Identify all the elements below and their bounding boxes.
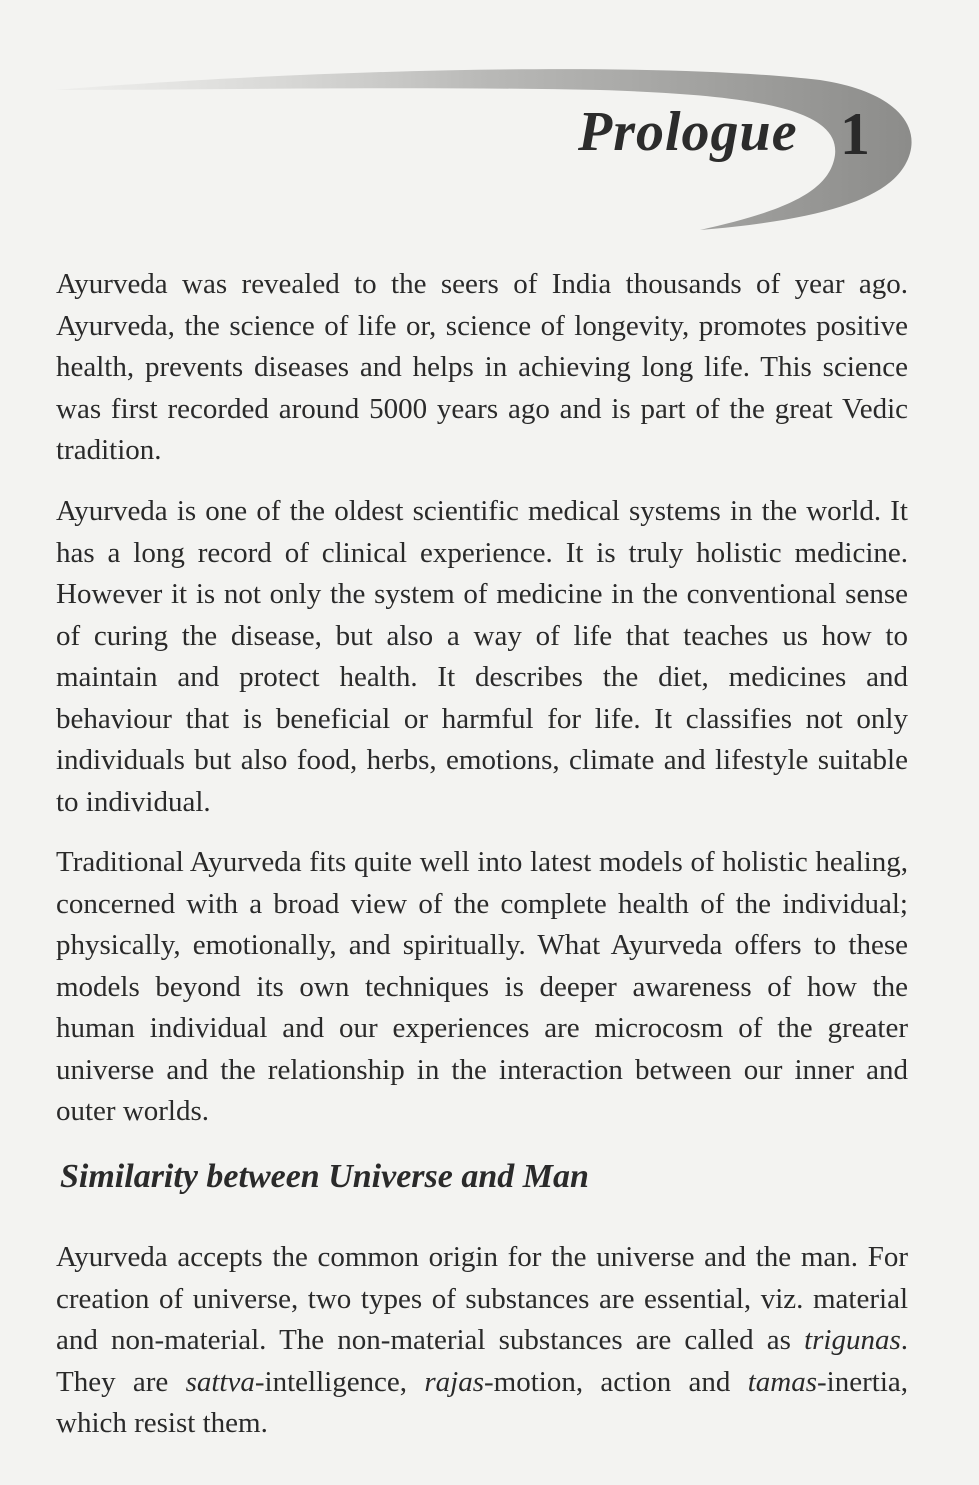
paragraph-1: Ayurveda was revealed to the seers of India thousands of year ago. Ayurveda, the science of life or, science of longevity, promotes positive health, prevents diseases and helps in achieving long life. This science was first recorded around 5000 years ago and is part of the great Vedic tradition. (56, 268, 908, 466)
term-trigunas: trigunas (804, 1324, 901, 1356)
p4-text-b: . They are (56, 1324, 908, 1398)
paragraph-4 (56, 1237, 908, 1445)
p4-text-c: -intelligence, (254, 1365, 425, 1398)
term-rajas: rajas (424, 1365, 484, 1398)
chapter-number: 1 (840, 101, 870, 167)
chapter-swoosh-banner (0, 40, 979, 230)
paragraph-2: Ayurveda is one of the oldest scientific medical systems in the world. It has a long record of clinical experience. It is truly holistic medicine. However it is not only the system of medicine in the conventional sense of curing the disease, but also a way of life that teaches us how to maintain and protect health. It describes the diet, medicines and behaviour that is beneficial or harmful for life. It classifies not only individuals but also food, herbs, emotions, climate and lifestyle suitable to individual. (56, 495, 908, 818)
p4-text-d: -motion, action and (484, 1365, 748, 1398)
term-sattva: sattva (185, 1365, 255, 1398)
chapter-title: Prologue (578, 101, 798, 163)
p4-text-e: -inertia, which resist them. (56, 1365, 908, 1439)
paragraph-3: Traditional Ayurveda fits quite well into latest models of holistic healing, concerned with a broad view of the complete health of the individual; physically, emotionally, and spiritually. What Ayurveda offers to these models beyond its own techniques is deeper awareness of how the human individual and our experiences are microcosm of the greater universe and the relationship in the interaction between our inner and outer worlds. (56, 846, 908, 1127)
term-tamas: tamas (747, 1365, 818, 1398)
section-heading: Similarity between Universe and Man (60, 1158, 589, 1195)
p4-text-a: Ayurveda accepts the common origin for the universe and the man. For creation of universe, two types of substances are essential, viz. material and non-material. The non-material substances are called as (56, 1241, 908, 1356)
